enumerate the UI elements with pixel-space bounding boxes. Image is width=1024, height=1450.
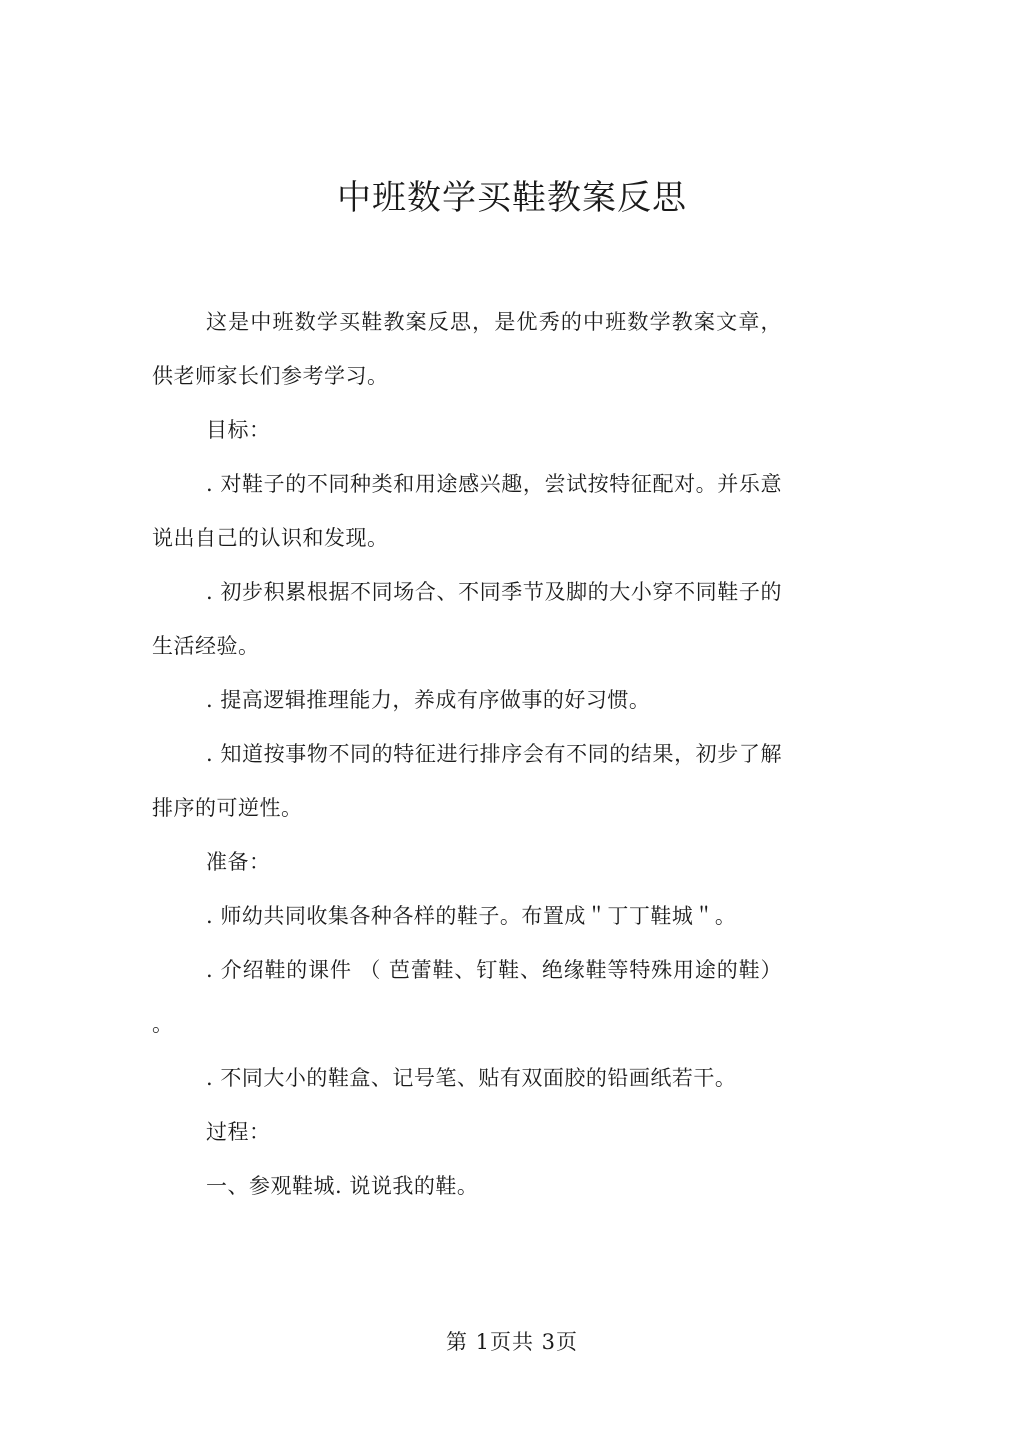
goal-item: . 提高逻辑推理能力，养成有序做事的好习惯。	[206, 688, 651, 712]
page-title: 中班数学买鞋教案反思	[337, 178, 687, 218]
page-number-footer: 第 1页共 3页	[445, 1330, 579, 1354]
section-heading-process: 过程：	[206, 1120, 271, 1144]
goal-item: . 知道按事物不同的特征进行排序会有不同的结果，初步了解排序的可逆性。	[152, 742, 782, 820]
document-body	[152, 295, 782, 1213]
section-heading-preparation: 准备：	[206, 850, 271, 874]
preparation-item: . 师幼共同收集各种各样的鞋子。布置成＂丁丁鞋城＂。	[206, 904, 737, 928]
section-heading-goals: 目标：	[206, 418, 271, 442]
preparation-item: . 不同大小的鞋盒、记号笔、贴有双面胶的铅画纸若干。	[206, 1066, 737, 1090]
preparation-item: . 介绍鞋的课件 （ 芭蕾鞋、钉鞋、绝缘鞋等特殊用途的鞋） 。	[152, 958, 782, 1036]
goal-item: . 初步积累根据不同场合、不同季节及脚的大小穿不同鞋子的生活经验。	[152, 580, 782, 658]
goal-item: . 对鞋子的不同种类和用途感兴趣，尝试按特征配对。并乐意说出自己的认识和发现。	[152, 472, 782, 550]
process-step: 一、参观鞋城. 说说我的鞋。	[206, 1174, 479, 1198]
intro-paragraph: 这是中班数学买鞋教案反思，是优秀的中班数学教案文章，供老师家长们参考学习。	[152, 310, 782, 388]
